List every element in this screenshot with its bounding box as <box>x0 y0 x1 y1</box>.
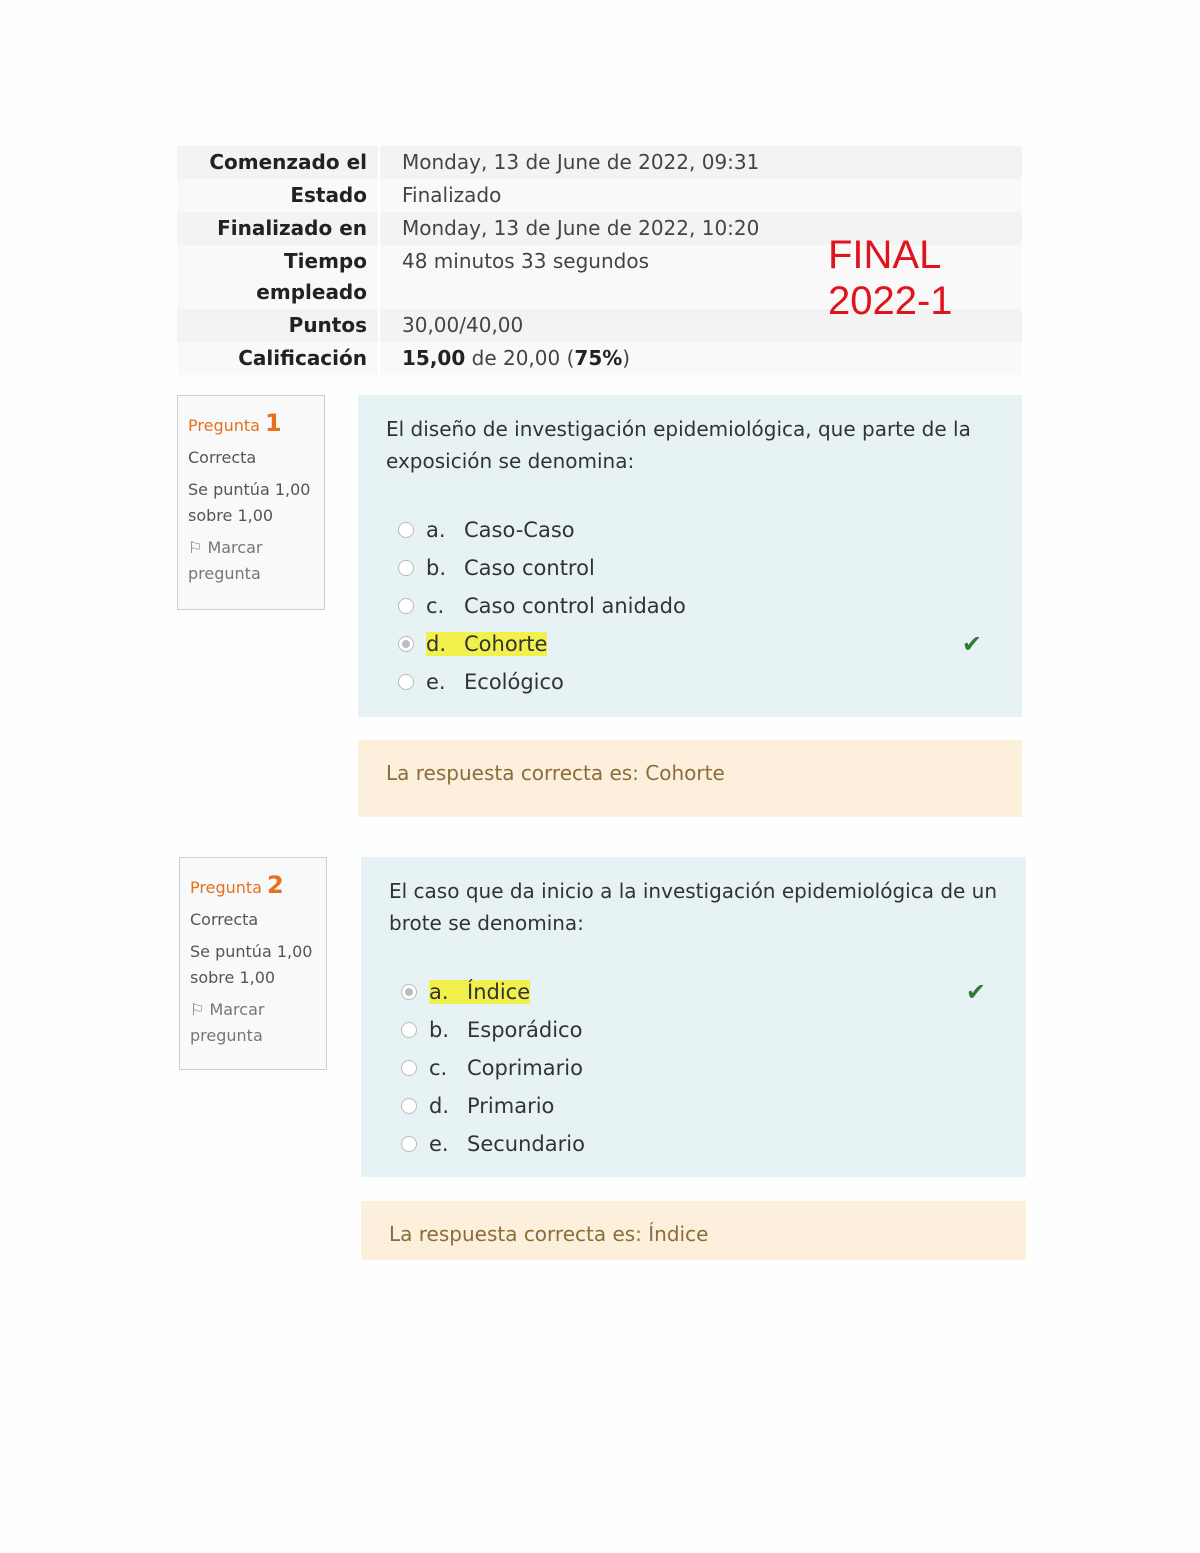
answer-label <box>429 1018 582 1042</box>
summary-row-state <box>177 179 1022 212</box>
check-icon: ✔ <box>961 630 982 658</box>
answer-label <box>429 1094 554 1118</box>
answer-letter: d. <box>429 1094 450 1118</box>
flag-label: Marcar pregunta <box>190 1000 265 1045</box>
answer-option[interactable] <box>389 1011 998 1049</box>
question-number-value: 2 <box>267 871 284 899</box>
answer-text: Cohorte <box>464 632 548 656</box>
answer-label <box>429 1056 583 1080</box>
flag-icon: ⚐ <box>190 1000 205 1019</box>
answer-letter: c. <box>426 594 445 618</box>
radio-button[interactable] <box>398 598 414 614</box>
summary-label: Estado <box>177 179 380 212</box>
summary-value: Monday, 13 de June de 2022, 10:20 <box>402 216 760 240</box>
answer-letter: e. <box>426 670 446 694</box>
stamp-line1: FINAL <box>828 233 942 277</box>
answer-letter: a. <box>426 518 446 542</box>
flag-icon: ⚐ <box>188 538 203 557</box>
answer-option[interactable] <box>389 1087 998 1125</box>
answer-option[interactable] <box>386 663 994 701</box>
question-status: Correcta <box>190 910 259 929</box>
question-label: Pregunta <box>190 878 262 897</box>
grade-percent: 75% <box>574 346 623 370</box>
answer-option[interactable] <box>389 1125 998 1163</box>
answer-option[interactable] <box>386 511 994 549</box>
summary-row-started <box>177 146 1022 179</box>
answer-option[interactable] <box>386 587 994 625</box>
radio-button[interactable] <box>401 1136 417 1152</box>
answer-text: Índice <box>467 980 531 1004</box>
question-content-1 <box>358 395 1022 717</box>
answer-letter: c. <box>429 1056 448 1080</box>
answer-list <box>389 973 998 1163</box>
question-text: El caso que da inicio a la investigación epidemiológica de un brote se denomina: <box>389 879 998 935</box>
feedback-1: La respuesta correcta es: Cohorte <box>358 740 1022 817</box>
question-label: Pregunta <box>188 416 260 435</box>
radio-button-selected[interactable] <box>398 636 414 652</box>
summary-value: Monday, 13 de June de 2022, 09:31 <box>402 150 760 174</box>
answer-text: Caso control <box>464 556 595 580</box>
answer-text: Esporádico <box>467 1018 583 1042</box>
question-status: Correcta <box>188 448 257 467</box>
question-number <box>190 872 316 901</box>
final-stamp <box>828 232 953 324</box>
question-score: Se puntúa 1,00 sobre 1,00 <box>190 942 313 987</box>
answer-option[interactable] <box>386 549 994 587</box>
summary-label: Finalizado en <box>177 212 380 245</box>
summary-value: Finalizado <box>402 183 502 207</box>
answer-text: Caso-Caso <box>464 518 575 542</box>
summary-label: Calificación <box>177 342 380 375</box>
radio-button-selected[interactable] <box>401 984 417 1000</box>
flag-question-link[interactable] <box>188 535 314 587</box>
answer-label <box>429 1132 585 1156</box>
radio-button[interactable] <box>398 674 414 690</box>
summary-row-grade <box>177 342 1022 375</box>
answer-text: Ecológico <box>464 670 564 694</box>
answer-letter: b. <box>426 556 447 580</box>
summary-label: Tiempo empleado <box>177 245 380 309</box>
answer-label <box>426 518 575 542</box>
answer-label <box>426 594 686 618</box>
answer-option-selected[interactable] <box>386 625 994 663</box>
grade-score: 15,00 <box>402 346 466 370</box>
summary-value <box>380 342 1022 375</box>
answer-label <box>426 670 564 694</box>
answer-letter: d. <box>426 632 447 656</box>
answer-text: Secundario <box>467 1132 585 1156</box>
radio-button[interactable] <box>401 1060 417 1076</box>
answer-letter: e. <box>429 1132 449 1156</box>
answer-option-selected[interactable] <box>389 973 998 1011</box>
answer-text: Primario <box>467 1094 555 1118</box>
answer-label <box>429 980 530 1004</box>
summary-label: Puntos <box>177 309 380 342</box>
check-icon: ✔ <box>965 978 986 1006</box>
question-number <box>188 410 314 439</box>
grade-middle: de 20,00 ( <box>471 346 575 370</box>
answer-text: Coprimario <box>467 1056 583 1080</box>
grade-end: ) <box>622 346 631 370</box>
answer-list <box>386 511 994 701</box>
question-number-value: 1 <box>265 409 282 437</box>
question-content-2 <box>361 857 1026 1177</box>
answer-option[interactable] <box>389 1049 998 1087</box>
stamp-line2: 2022-1 <box>828 279 953 323</box>
summary-label: Comenzado el <box>177 146 380 179</box>
answer-text: Caso control anidado <box>464 594 686 618</box>
radio-button[interactable] <box>401 1098 417 1114</box>
question-info-2 <box>179 857 327 1070</box>
question-text: El diseño de investigación epidemiológica, que parte de la exposición se denomina: <box>386 417 971 473</box>
answer-label <box>426 556 595 580</box>
radio-button[interactable] <box>398 522 414 538</box>
radio-button[interactable] <box>401 1022 417 1038</box>
question-info-1 <box>177 395 325 610</box>
answer-label <box>426 632 547 656</box>
radio-button[interactable] <box>398 560 414 576</box>
question-score: Se puntúa 1,00 sobre 1,00 <box>188 480 311 525</box>
summary-value: 48 minutos 33 segundos <box>402 249 649 273</box>
feedback-2: La respuesta correcta es: Índice <box>361 1201 1026 1260</box>
answer-letter: a. <box>429 980 449 1004</box>
answer-letter: b. <box>429 1018 450 1042</box>
flag-label: Marcar pregunta <box>188 538 263 583</box>
summary-value: 30,00/40,00 <box>402 313 524 337</box>
flag-question-link[interactable] <box>190 997 316 1049</box>
